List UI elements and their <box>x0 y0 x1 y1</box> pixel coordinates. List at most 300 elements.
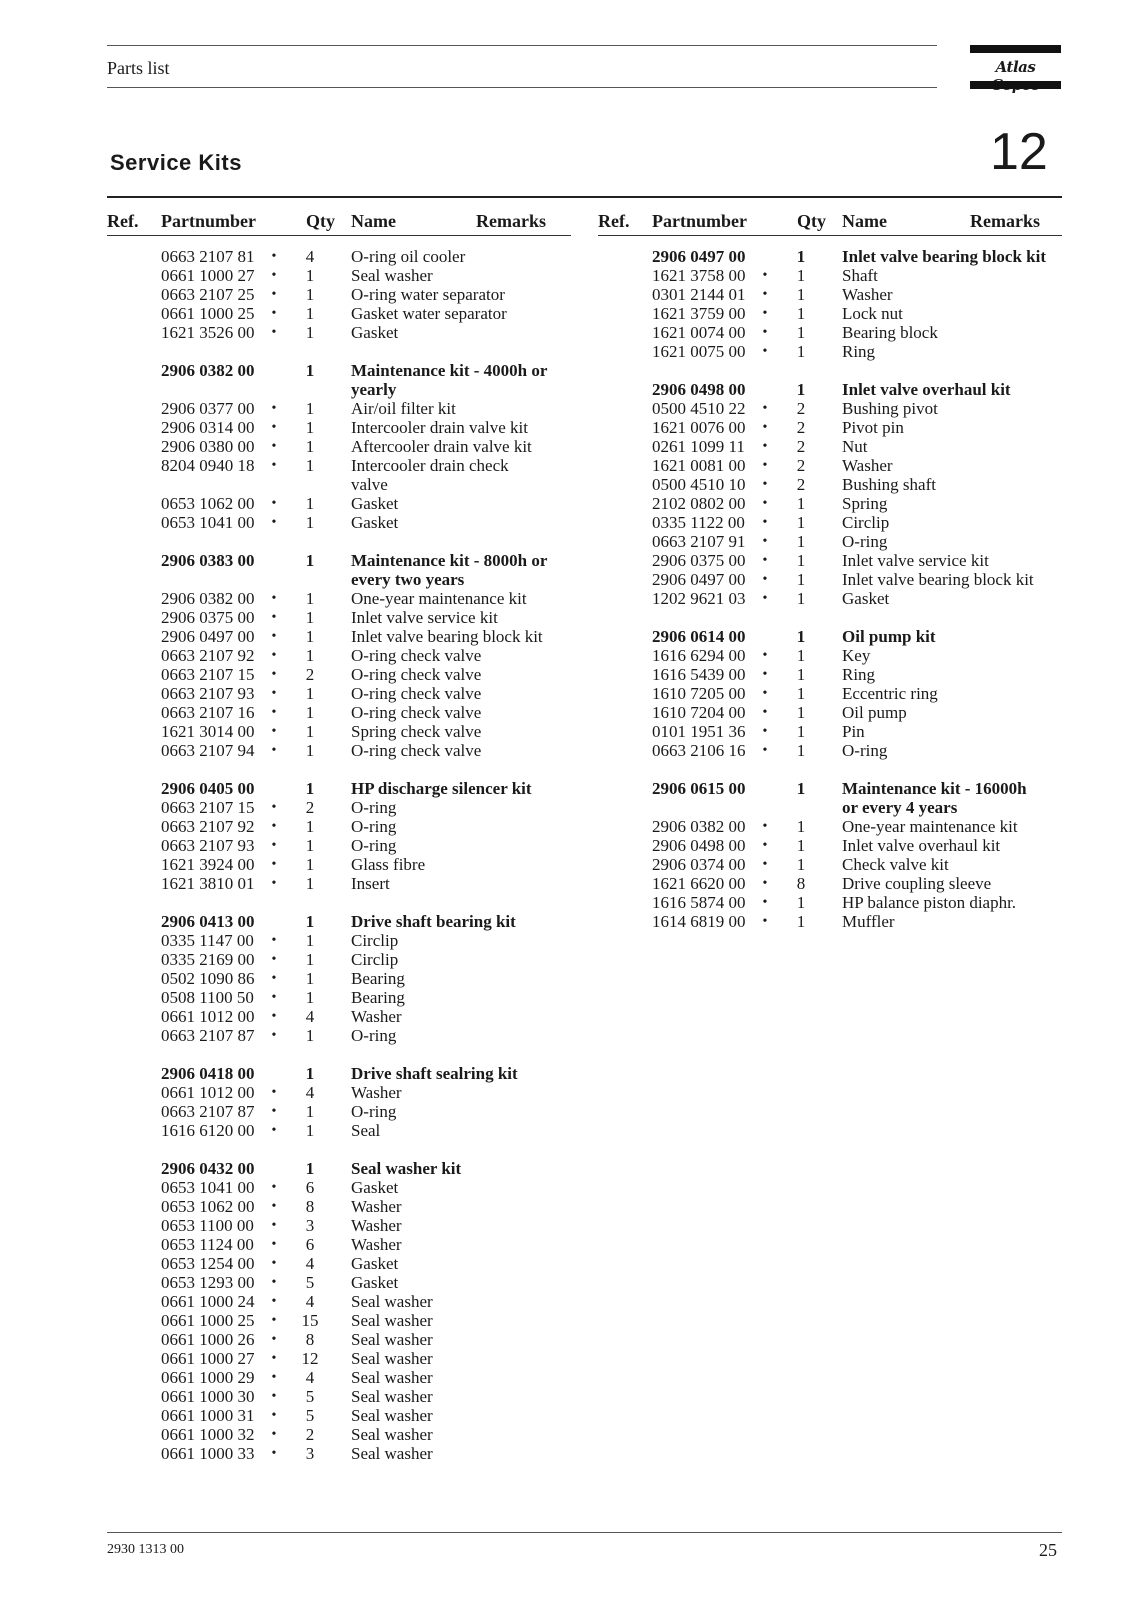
part-number: 2906 0377 00 <box>161 399 255 418</box>
quantity: 1 <box>305 1064 315 1083</box>
quantity: 1 <box>305 874 315 893</box>
kit-row <box>107 570 571 589</box>
part-number: 0335 1122 00 <box>652 513 745 532</box>
part-row <box>107 836 571 855</box>
part-row <box>598 304 1062 323</box>
quantity: 2 <box>796 399 806 418</box>
row-spacer <box>107 760 571 779</box>
part-number: 1621 0074 00 <box>652 323 746 342</box>
part-row <box>598 342 1062 361</box>
part-number: 0663 2107 92 <box>161 817 255 836</box>
part-number: 1621 0075 00 <box>652 342 746 361</box>
part-name: Maintenance kit - 16000h <box>842 779 1027 798</box>
part-name: O-ring check valve <box>351 646 482 665</box>
part-number: 0663 2107 91 <box>652 532 746 551</box>
part-name: O-ring check valve <box>351 703 482 722</box>
part-name: Seal washer <box>351 1368 433 1387</box>
part-number: 0663 2107 92 <box>161 646 255 665</box>
quantity: 1 <box>305 361 315 380</box>
part-number: 2906 0382 00 <box>161 589 255 608</box>
part-name: Oil pump kit <box>842 627 936 646</box>
part-name: One-year maintenance kit <box>842 817 1018 836</box>
part-name: Inlet valve overhaul kit <box>842 380 1011 399</box>
column-header <box>107 209 571 236</box>
part-row <box>107 1102 571 1121</box>
quantity: 1 <box>305 741 315 760</box>
quantity: 1 <box>305 456 315 475</box>
row-spacer <box>598 361 1062 380</box>
part-number: 2906 0374 00 <box>652 855 746 874</box>
part-name: Drive coupling sleeve <box>842 874 992 893</box>
bullet-marker: • <box>271 819 277 834</box>
part-name: Shaft <box>842 266 878 285</box>
part-number: 0653 1062 00 <box>161 1197 255 1216</box>
part-number: 0663 2107 16 <box>161 703 255 722</box>
part-row <box>107 969 571 988</box>
bullet-marker: • <box>762 496 768 511</box>
bullet-marker: • <box>762 667 768 682</box>
row-spacer <box>598 608 1062 627</box>
part-number: 2906 0497 00 <box>652 247 746 266</box>
part-number: 0661 1000 25 <box>161 1311 255 1330</box>
bullet-marker: • <box>762 401 768 416</box>
bullet-marker: • <box>762 325 768 340</box>
part-number: 1610 7204 00 <box>652 703 746 722</box>
header-top-rule <box>107 45 937 46</box>
part-number: 1621 3759 00 <box>652 304 746 323</box>
quantity: 5 <box>305 1273 315 1292</box>
bullet-marker: • <box>271 439 277 454</box>
part-number: 2906 0413 00 <box>161 912 255 931</box>
quantity: 1 <box>305 779 315 798</box>
part-name: Bearing <box>351 969 405 988</box>
part-name: HP balance piston diaphr. <box>842 893 1017 912</box>
part-row <box>107 741 571 760</box>
part-name: O-ring <box>842 741 888 760</box>
part-number: 0661 1012 00 <box>161 1083 255 1102</box>
part-name: Pivot pin <box>842 418 904 437</box>
bullet-marker: • <box>271 1446 277 1461</box>
bullet-marker: • <box>271 1085 277 1100</box>
part-row <box>107 722 571 741</box>
quantity: 4 <box>305 1083 315 1102</box>
part-number: 0508 1100 50 <box>161 988 254 1007</box>
quantity: 1 <box>796 513 806 532</box>
part-row <box>107 1311 571 1330</box>
part-name: Seal washer <box>351 1349 433 1368</box>
part-name: Inlet valve bearing block kit <box>842 247 1047 266</box>
bullet-marker: • <box>271 1275 277 1290</box>
kit-row <box>107 1159 571 1178</box>
part-name: Drive shaft bearing kit <box>351 912 516 931</box>
quantity: 1 <box>305 1026 315 1045</box>
part-number: 2906 0498 00 <box>652 380 746 399</box>
part-row <box>107 1178 571 1197</box>
part-row <box>598 323 1062 342</box>
bullet-marker: • <box>762 876 768 891</box>
part-row <box>107 1254 571 1273</box>
quantity: 1 <box>305 988 315 1007</box>
bullet-marker: • <box>271 705 277 720</box>
quantity: 1 <box>305 494 315 513</box>
part-number: 2906 0375 00 <box>652 551 746 570</box>
part-name: Inlet valve service kit <box>351 608 498 627</box>
bullet-marker: • <box>271 1237 277 1252</box>
part-name: Glass fibre <box>351 855 426 874</box>
part-number: 2906 0615 00 <box>652 779 746 798</box>
part-name: Drive shaft sealring kit <box>351 1064 518 1083</box>
part-row <box>107 608 571 627</box>
quantity: 3 <box>305 1216 315 1235</box>
quantity: 1 <box>796 551 806 570</box>
bullet-marker: • <box>271 838 277 853</box>
part-name: Seal washer <box>351 1311 433 1330</box>
part-name: O-ring <box>351 798 397 817</box>
part-row <box>107 494 571 513</box>
quantity: 1 <box>796 266 806 285</box>
bullet-marker: • <box>271 1123 277 1138</box>
part-number: 0661 1000 32 <box>161 1425 255 1444</box>
logo-bottom-bar <box>970 81 1061 89</box>
part-name: Maintenance kit - 8000h or <box>351 551 548 570</box>
part-row <box>107 855 571 874</box>
logo-text: Atlas <box>995 58 1036 76</box>
header-qty: Qty <box>306 211 335 231</box>
part-number: 0663 2107 87 <box>161 1102 255 1121</box>
kit-row <box>107 551 571 570</box>
part-name: Intercooler drain valve kit <box>351 418 529 437</box>
part-row <box>107 988 571 1007</box>
bullet-marker: • <box>762 515 768 530</box>
quantity: 1 <box>305 399 315 418</box>
part-name: Washer <box>351 1007 402 1026</box>
quantity: 1 <box>796 836 806 855</box>
header-ref: Ref. <box>107 211 139 231</box>
part-name: Gasket <box>351 1254 399 1273</box>
kit-row <box>107 380 571 399</box>
part-number: 2906 0405 00 <box>161 779 255 798</box>
bullet-marker: • <box>271 1427 277 1442</box>
bullet-marker: • <box>762 420 768 435</box>
quantity: 1 <box>305 589 315 608</box>
part-number: 1616 5874 00 <box>652 893 746 912</box>
quantity: 1 <box>796 570 806 589</box>
bullet-marker: • <box>762 591 768 606</box>
bullet-marker: • <box>271 876 277 891</box>
part-number: 0663 2107 93 <box>161 836 255 855</box>
row-spacer <box>107 532 571 551</box>
part-name: or every 4 years <box>842 798 958 817</box>
part-name: Washer <box>351 1083 402 1102</box>
quantity: 12 <box>301 1349 319 1368</box>
part-number: 0663 2107 15 <box>161 798 255 817</box>
quantity: 1 <box>305 285 315 304</box>
part-name: Pin <box>842 722 865 741</box>
part-number: 1621 3924 00 <box>161 855 255 874</box>
part-name: Air/oil filter kit <box>351 399 456 418</box>
part-number: 1621 0076 00 <box>652 418 746 437</box>
row-spacer <box>107 1140 571 1159</box>
quantity: 2 <box>796 475 806 494</box>
part-row <box>107 1349 571 1368</box>
part-name: O-ring <box>842 532 888 551</box>
quantity: 4 <box>305 1254 315 1273</box>
quantity: 4 <box>305 1368 315 1387</box>
part-row <box>107 1387 571 1406</box>
bullet-marker: • <box>762 439 768 454</box>
part-row <box>107 1406 571 1425</box>
bullet-marker: • <box>271 629 277 644</box>
part-number: 0502 1090 86 <box>161 969 255 988</box>
quantity: 1 <box>305 950 315 969</box>
document-number: 2930 1313 00 <box>107 1542 184 1557</box>
part-name: Gasket <box>351 1178 399 1197</box>
part-row <box>107 1425 571 1444</box>
part-number: 0663 2107 94 <box>161 741 255 760</box>
part-name: O-ring <box>351 817 397 836</box>
part-name: O-ring water separator <box>351 285 505 304</box>
bullet-marker: • <box>271 496 277 511</box>
part-number: 2906 0375 00 <box>161 608 255 627</box>
part-row <box>598 817 1062 836</box>
part-name: Washer <box>842 285 893 304</box>
quantity: 6 <box>305 1235 315 1254</box>
part-row <box>598 418 1062 437</box>
bullet-marker: • <box>271 724 277 739</box>
part-number: 0661 1000 31 <box>161 1406 255 1425</box>
part-name: Ring <box>842 342 876 361</box>
part-number: 0663 2107 87 <box>161 1026 255 1045</box>
part-row <box>107 456 571 475</box>
part-row <box>107 399 571 418</box>
part-number: 1616 6120 00 <box>161 1121 255 1140</box>
part-name: Gasket water separator <box>351 304 507 323</box>
bullet-marker: • <box>762 914 768 929</box>
bullet-marker: • <box>271 458 277 473</box>
quantity: 2 <box>796 456 806 475</box>
quantity: 1 <box>796 665 806 684</box>
right-rows <box>598 247 1062 931</box>
quantity: 1 <box>305 304 315 323</box>
part-name: HP discharge silencer kit <box>351 779 532 798</box>
bullet-marker: • <box>271 1256 277 1271</box>
part-name: Gasket <box>351 323 399 342</box>
part-number: 2906 0382 00 <box>161 361 255 380</box>
quantity: 1 <box>305 855 315 874</box>
part-name: Gasket <box>351 513 399 532</box>
bullet-marker: • <box>762 553 768 568</box>
bullet-marker: • <box>271 610 277 625</box>
bullet-marker: • <box>271 306 277 321</box>
part-row <box>598 437 1062 456</box>
header-bottom-rule <box>107 87 937 88</box>
quantity: 2 <box>305 1425 315 1444</box>
quantity: 1 <box>305 551 315 570</box>
column-header <box>598 209 1062 236</box>
part-name: Gasket <box>351 1273 399 1292</box>
bullet-marker: • <box>271 990 277 1005</box>
quantity: 1 <box>796 494 806 513</box>
footer-rule <box>107 1532 1062 1533</box>
quantity: 1 <box>796 703 806 722</box>
part-row <box>598 589 1062 608</box>
part-name: Gasket <box>842 589 890 608</box>
row-spacer <box>107 893 571 912</box>
part-row <box>107 1273 571 1292</box>
part-row <box>107 1007 571 1026</box>
part-number: 1616 5439 00 <box>652 665 746 684</box>
part-number: 2906 0498 00 <box>652 836 746 855</box>
part-row <box>107 247 571 266</box>
bullet-marker: • <box>271 648 277 663</box>
part-name: Aftercooler drain valve kit <box>351 437 532 456</box>
quantity: 1 <box>305 437 315 456</box>
quantity: 1 <box>796 285 806 304</box>
quantity: 1 <box>796 779 806 798</box>
part-row <box>598 722 1062 741</box>
bullet-marker: • <box>271 1180 277 1195</box>
quantity: 2 <box>796 418 806 437</box>
part-name: Spring <box>842 494 888 513</box>
part-row <box>598 836 1062 855</box>
part-row <box>598 874 1062 893</box>
quantity: 1 <box>305 912 315 931</box>
part-row <box>107 1026 571 1045</box>
part-row <box>107 950 571 969</box>
part-number: 0335 1147 00 <box>161 931 254 950</box>
part-number: 1621 3810 01 <box>161 874 255 893</box>
part-row <box>107 589 571 608</box>
part-number: 0335 2169 00 <box>161 950 255 969</box>
part-row <box>598 456 1062 475</box>
quantity: 1 <box>305 1102 315 1121</box>
part-row <box>107 1330 571 1349</box>
part-name: Bushing shaft <box>842 475 936 494</box>
bullet-marker: • <box>271 591 277 606</box>
bullet-marker: • <box>762 819 768 834</box>
bullet-marker: • <box>271 325 277 340</box>
bullet-marker: • <box>762 344 768 359</box>
part-row <box>598 665 1062 684</box>
part-name: Intercooler drain check <box>351 456 509 475</box>
part-name: Inlet valve service kit <box>842 551 989 570</box>
quantity: 1 <box>305 608 315 627</box>
part-name: Seal washer <box>351 1444 433 1463</box>
quantity: 1 <box>305 418 315 437</box>
bullet-marker: • <box>271 1351 277 1366</box>
part-row <box>107 684 571 703</box>
quantity: 1 <box>305 703 315 722</box>
quantity: 15 <box>301 1311 319 1330</box>
part-row <box>107 437 571 456</box>
kit-row <box>107 361 571 380</box>
quantity: 2 <box>305 798 315 817</box>
quantity: 4 <box>305 1007 315 1026</box>
part-number: 8204 0940 18 <box>161 456 255 475</box>
quantity: 8 <box>796 874 806 893</box>
part-number: 2906 0497 00 <box>161 627 255 646</box>
quantity: 1 <box>796 722 806 741</box>
part-row <box>107 646 571 665</box>
part-number: 1610 7205 00 <box>652 684 746 703</box>
part-name: O-ring check valve <box>351 684 482 703</box>
part-name: Bearing block <box>842 323 938 342</box>
quantity: 1 <box>305 323 315 342</box>
bullet-marker: • <box>271 1104 277 1119</box>
title-rule <box>107 196 1062 198</box>
left-rows <box>107 247 571 1463</box>
part-row <box>107 1083 571 1102</box>
part-number: 0653 1041 00 <box>161 1178 255 1197</box>
part-number: 0261 1099 11 <box>652 437 745 456</box>
part-row <box>107 513 571 532</box>
part-number: 2906 0380 00 <box>161 437 255 456</box>
part-name: Eccentric ring <box>842 684 938 703</box>
part-name: Seal <box>351 1121 381 1140</box>
bullet-marker: • <box>762 724 768 739</box>
quantity: 5 <box>305 1406 315 1425</box>
page-number: 25 <box>1039 1540 1057 1560</box>
quantity: 1 <box>796 380 806 399</box>
part-row <box>107 1292 571 1311</box>
part-name: Inlet valve overhaul kit <box>842 836 1001 855</box>
part-row <box>598 684 1062 703</box>
part-row <box>598 551 1062 570</box>
bullet-marker: • <box>762 705 768 720</box>
quantity: 1 <box>305 513 315 532</box>
part-number: 1202 9621 03 <box>652 589 746 608</box>
page-title: Service Kits <box>110 150 242 175</box>
part-row <box>107 874 571 893</box>
logo-top-bar <box>970 45 1061 53</box>
chapter-number: 12 <box>990 123 1048 181</box>
part-number: 2906 0418 00 <box>161 1064 255 1083</box>
header-name: Name <box>351 211 396 231</box>
part-number: 0500 4510 10 <box>652 475 746 494</box>
quantity: 1 <box>796 532 806 551</box>
quantity: 1 <box>796 817 806 836</box>
quantity: 1 <box>796 304 806 323</box>
part-row <box>598 912 1062 931</box>
bullet-marker: • <box>271 268 277 283</box>
bullet-marker: • <box>271 420 277 435</box>
part-number: 1621 0081 00 <box>652 456 746 475</box>
bullet-marker: • <box>762 268 768 283</box>
bullet-marker: • <box>271 933 277 948</box>
part-name: Inlet valve bearing block kit <box>351 627 543 646</box>
part-row <box>107 266 571 285</box>
part-number: 0661 1000 27 <box>161 266 255 285</box>
part-name: Washer <box>351 1235 402 1254</box>
part-number: 1621 3758 00 <box>652 266 746 285</box>
part-row <box>107 1444 571 1463</box>
part-row <box>107 1216 571 1235</box>
header-qty: Qty <box>797 211 826 231</box>
part-number: 0663 2107 81 <box>161 247 255 266</box>
quantity: 1 <box>796 247 806 266</box>
quantity: 1 <box>796 627 806 646</box>
kit-row <box>107 779 571 798</box>
bullet-marker: • <box>271 1009 277 1024</box>
part-name: O-ring check valve <box>351 741 482 760</box>
part-number: 0661 1000 27 <box>161 1349 255 1368</box>
part-number: 2906 0383 00 <box>161 551 255 570</box>
bullet-marker: • <box>271 249 277 264</box>
bullet-marker: • <box>762 895 768 910</box>
part-name: Ring <box>842 665 876 684</box>
part-name: One-year maintenance kit <box>351 589 527 608</box>
part-number: 0661 1012 00 <box>161 1007 255 1026</box>
